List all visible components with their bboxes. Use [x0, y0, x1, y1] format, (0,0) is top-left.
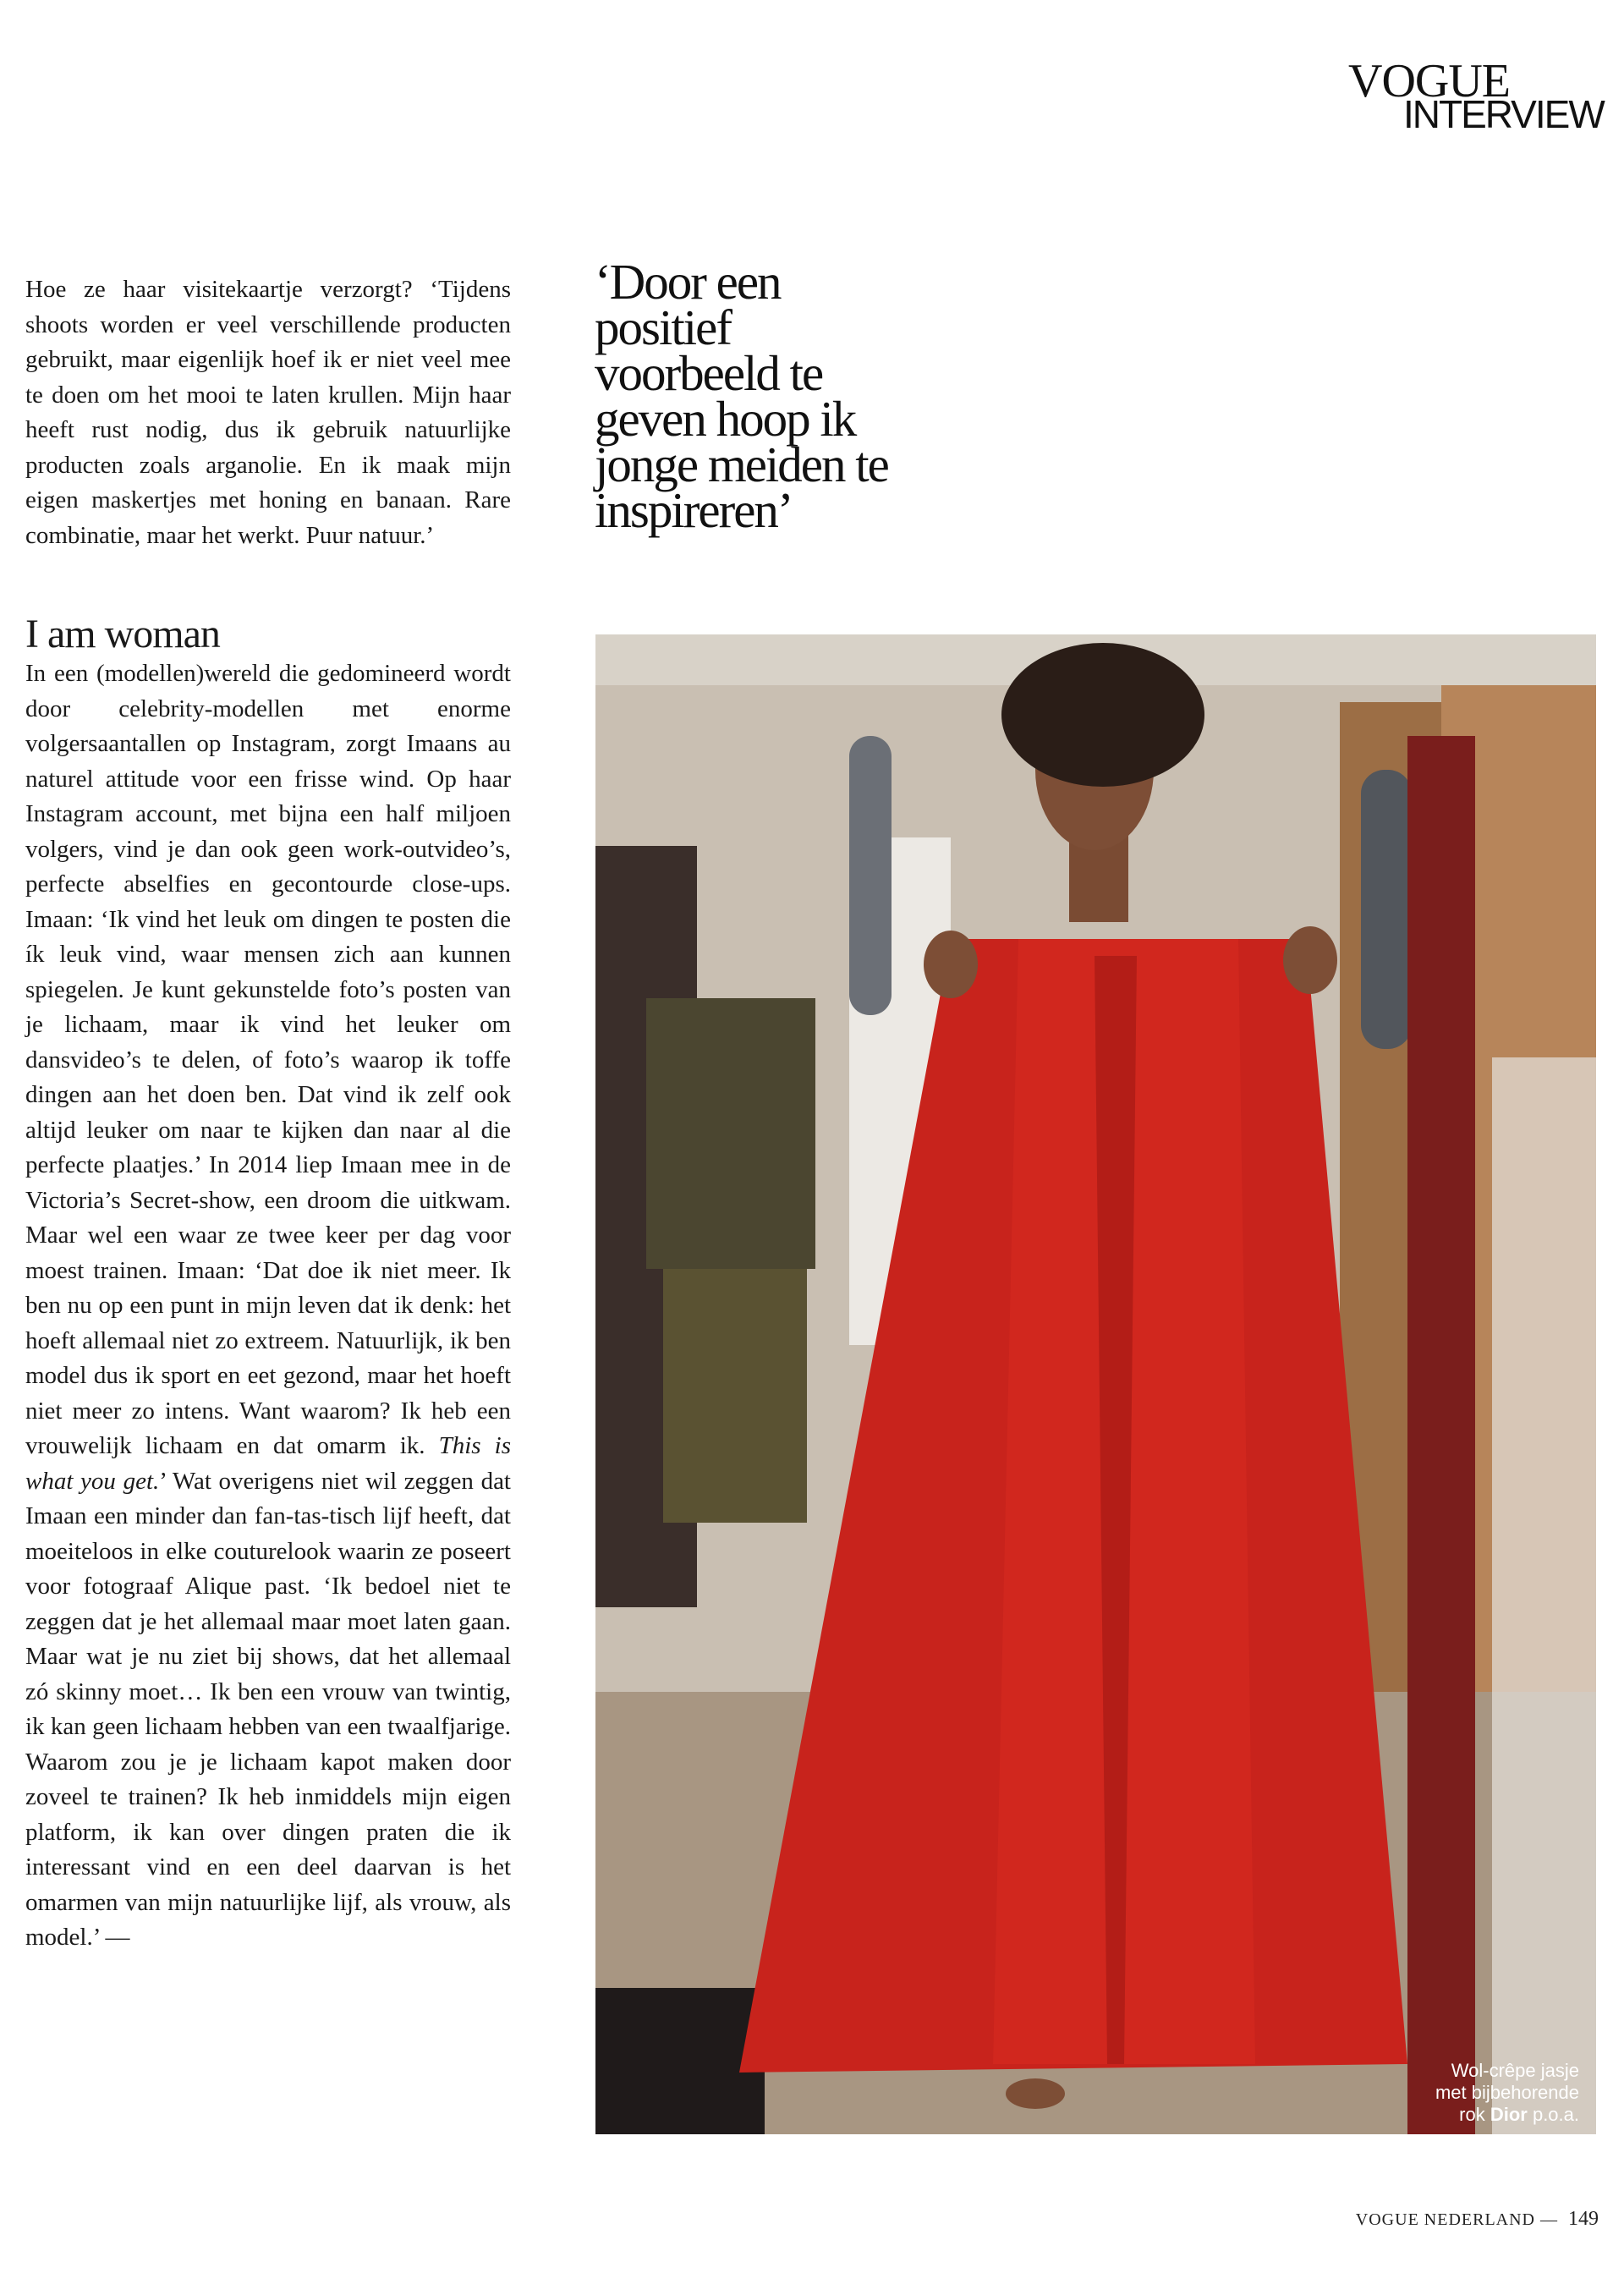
photo-illustration: [595, 634, 1596, 2134]
section-heading: I am woman: [25, 612, 220, 656]
body-paragraph: [25, 656, 511, 1956]
caption-line-1: Wol-crêpe jasje: [1451, 2060, 1579, 2081]
body-text-part-1: In een (modellen)wereld die gedomineerd wordt door celebrity-modellen met enorme volgersaantallen op Instagram, zorgt Imaans au naturel attitude voor een frisse wind. Op haar Instagram account, met bijna een half miljoen volgers, vind je dan ook geen work-outvideo’s, perfecte abselfies en gecontourde close-ups. Imaan: ‘Ik vind het leuk om dingen te posten die ík leuk vind, waar mensen zich aan kunnen spiegelen. Je kunt gekunstelde foto’s posten van je lichaam, maar ik vind het leuker om dansvideo’s te delen, of foto’s waarop ik toffe dingen aan het doen ben. Dat vind ik zelf ook altijd leuker om naar te kijken dan naar al die perfecte plaatjes.’ In 2014 liep Imaan mee in de Victoria’s Secret-show, een droom die uitkwam. Maar wel een waar ze twee keer per dag voor moest trainen. Imaan: ‘Dat doe ik niet meer. Ik ben nu op een punt in mijn leven dat ik denk: het hoeft allemaal niet zo extreem. Natuurlijk, ik ben model dus ik sport en eet gezond, maar het hoeft niet meer zo intens. Want waarom? Ik heb een vrouwelijk lichaam en dat omarm ik.: [25, 660, 511, 1459]
logo-brand: VOGUE: [1348, 55, 1510, 107]
body-italic-quote: This is what you get.: [25, 1432, 511, 1495]
body-text-part-2: ’ Wat overigens niet wil zeggen dat Imaan een minder dan fan-tas-tisch lijf heeft, dat moeiteloos in elke couturelook waarin ze poseert voor fotograaf Alique past. ‘Ik bedoel niet te zeggen dat je het allemaal maar moet laten gaan. Maar wat je nu ziet bij shows, dat het allemaal zó skinny moet… Ik ben een vrouw van twintig, ik kan geen lichaam hebben van een twaalfjarige. Waarom zou je je lichaam kapot maken door zoveel te trainen? Ik heb inmiddels mijn eigen platform, ik kan over dingen praten die ik interessant vind en een deel daarvan is het omarmen van mijn natuurlijke lijf, als vrouw, als model.’ —: [25, 1467, 511, 1951]
article-body-column: [25, 272, 511, 1956]
pull-quote: ‘Door een positief voorbeeld te geven hoop ik jonge meiden te inspireren’: [595, 254, 888, 538]
footer-publication: VOGUE NEDERLAND —: [1355, 2210, 1558, 2229]
intro-paragraph: Hoe ze haar visitekaartje verzorgt? ‘Tijdens shoots worden er veel verschillende producten gebruikt, maar eigenlijk hoef ik er niet veel mee te doen om het mooi te laten krullen. Mijn haar heeft rust nodig, dus ik gebruik natuurlijke producten zoals arganolie. En ik maak mijn eigen maskertjes met honing en banaan. Rare combinatie, maar het werkt. Puur natuur.’: [25, 276, 511, 549]
photo-caption: [1376, 2060, 1579, 2126]
editorial-photo: [595, 634, 1596, 2134]
page-number: 149: [1568, 2208, 1599, 2230]
logo-section: INTERVIEW: [1403, 92, 1604, 136]
page-footer: [1356, 2208, 1599, 2231]
caption-brand: Dior: [1490, 2104, 1528, 2125]
caption-line-2: met bijbehorende: [1435, 2082, 1579, 2103]
vogue-interview-logo: [1348, 55, 1604, 142]
caption-prefix: rok: [1459, 2104, 1485, 2125]
caption-suffix: p.o.a.: [1532, 2104, 1579, 2125]
